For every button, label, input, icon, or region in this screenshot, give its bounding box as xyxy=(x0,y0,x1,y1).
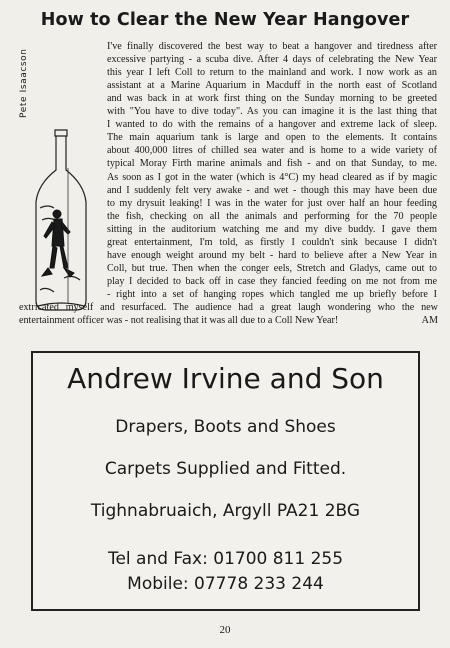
article-line: to my drysuit leaking! I was in the water for just over half an hour feeding xyxy=(107,197,437,209)
article-line: and was back in at work first thing on the Sunday morning to be greeted xyxy=(107,93,437,105)
advert-mobile: Mobile: 07778 233 244 xyxy=(127,574,324,594)
article-line: I wanted to do with the remains of a hangover and extreme lack of sleep. xyxy=(107,119,437,131)
article-line: the fish, checking on all the animals and performing for the 70 people xyxy=(107,210,437,222)
article-last-line xyxy=(19,314,438,327)
advert-carpets-line: Carpets Supplied and Fitted. xyxy=(104,459,347,479)
advert-address: Tighnabruaich, Argyll PA21 2BG xyxy=(90,501,361,521)
article-line: great entertainment, I'm told, as firstly I couldn't sink because I didn't xyxy=(107,236,437,248)
article-title: How to Clear the New Year Hangover xyxy=(40,10,410,30)
advertisement-box xyxy=(31,351,420,611)
article-line: play I decided to back off in case they fancied feeding on me not from me xyxy=(107,275,437,287)
article-line: about 400,000 litres of chilled sea water and is home to a wide variety of xyxy=(107,145,437,157)
article-line: excessive partying - a scuba dive. After 4 days of celebrating the New Year xyxy=(107,54,437,66)
article-line: assistant at a Marine Aquarium in Macduff in the north east of Scotland xyxy=(107,80,437,92)
article-line: have enough weight around my belt - hard to believe after a New Year in xyxy=(107,249,437,261)
article-initials: AM xyxy=(421,315,438,327)
article-line: typical Moray Firth marine animals and fish - and on that Sunday, to me. xyxy=(107,158,437,170)
article-line: The main aquarium tank is large and open to the elements. It contains xyxy=(107,132,437,144)
article-line: entertainment officer was - not realising that it was all due to a Coll New Year! xyxy=(19,315,339,327)
advert-business-name: Andrew Irvine and Son xyxy=(67,362,384,395)
article-line: sitting in the auditorium watching me and my dive buddy. I gave them xyxy=(107,223,437,235)
article-line: As soon as I got in the water (which is 4°C) my head cleared as if by magic xyxy=(107,171,437,183)
article-line: this year I left Coll to return to the mainland and work. I now work as an xyxy=(107,67,437,79)
diver-in-bottle-icon xyxy=(24,128,98,313)
article-line: with "You have to dive today". As you can imagine it is the last thing that xyxy=(107,106,437,118)
advert-phone: Tel and Fax: 01700 811 255 xyxy=(107,549,344,569)
article-line: - right into a set of hanging ropes which tangled me up briefly before I xyxy=(107,288,437,300)
author-credit: Pete Isaacson xyxy=(19,48,29,118)
article-line: I've finally discovered the best way to beat a hangover and tiredness after xyxy=(107,41,437,52)
article-line: extricated myself and resurfaced. The audience had a great laugh wondering who the new xyxy=(19,302,438,313)
advert-services-line: Drapers, Boots and Shoes xyxy=(115,417,336,437)
article-line: Coll, but true. Then when the conger eels, Stretch and Gladys, came out to xyxy=(107,262,437,274)
article-line: and I suddenly felt very awake - and wet - though this may have been due xyxy=(107,184,437,196)
page-number: 20 xyxy=(219,624,231,636)
